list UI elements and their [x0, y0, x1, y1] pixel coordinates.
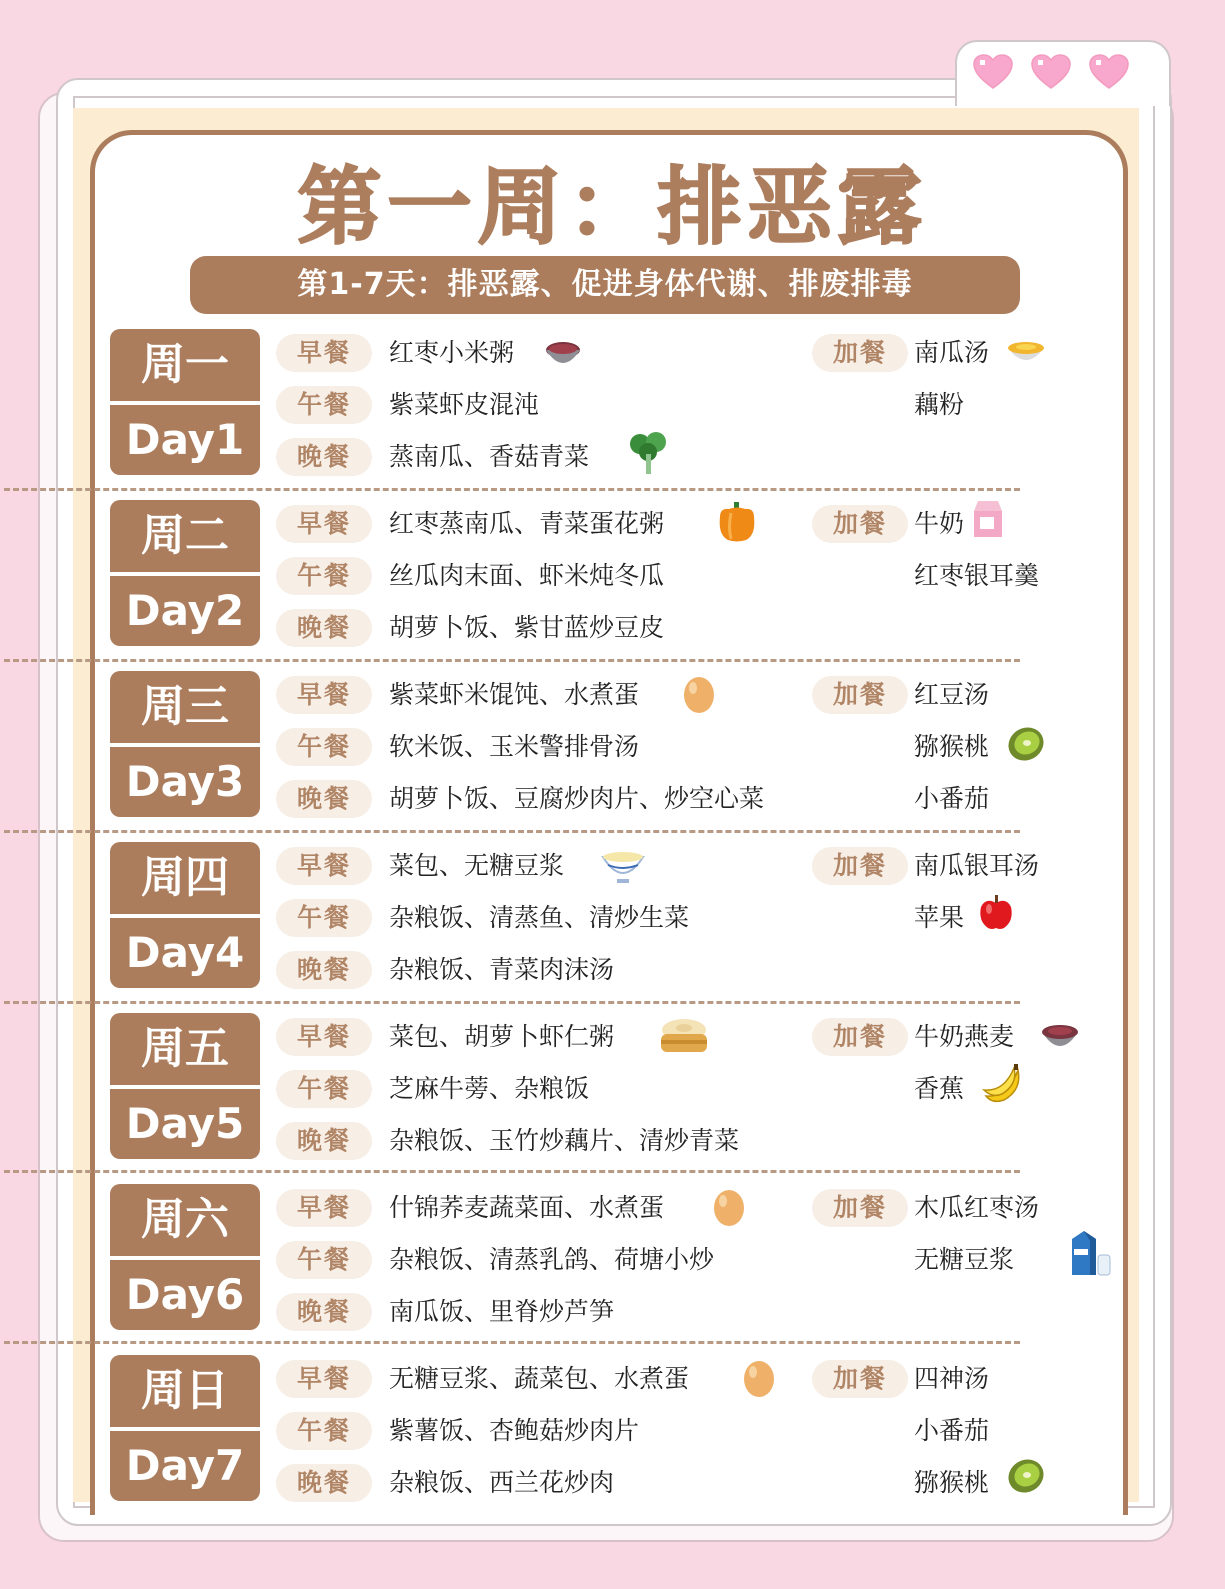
snack-text-3: 猕猴桃 — [914, 1468, 990, 1497]
lunch-tag: 午餐 — [276, 1241, 372, 1279]
snack-text-2: 猕猴桃 — [914, 732, 990, 761]
page-title: 第一周：排恶露 — [297, 158, 928, 256]
day-row-1 — [96, 326, 1116, 496]
lunch-text: 杂粮饭、清蒸乳鸽、荷塘小炒 — [389, 1245, 715, 1274]
day-number-label: Day2 — [125, 586, 245, 635]
soy-milk-carton-icon — [1066, 1229, 1112, 1277]
steamed-bun-basket-icon — [658, 1016, 710, 1058]
snack-tag: 加餐 — [812, 334, 908, 372]
kiwi-icon — [1006, 1456, 1046, 1496]
day-number-label: Day7 — [125, 1441, 245, 1490]
snack-text-2: 藕粉 — [914, 390, 965, 419]
snack-text-1: 红豆汤 — [914, 680, 990, 709]
leafy-greens-icon — [626, 430, 672, 476]
snack-text-2: 小番茄 — [914, 1416, 990, 1445]
breakfast-tag: 早餐 — [276, 505, 372, 543]
day-label-box — [110, 500, 260, 646]
snack-text-1: 四神汤 — [914, 1364, 990, 1393]
lunch-tag: 午餐 — [276, 899, 372, 937]
egg-icon — [742, 1358, 776, 1398]
breakfast-text: 红枣蒸南瓜、青菜蛋花粥 — [389, 509, 665, 538]
heart-icon — [1031, 54, 1071, 90]
day-row-2 — [96, 497, 1116, 667]
breakfast-tag: 早餐 — [276, 847, 372, 885]
day-row-4 — [96, 839, 1116, 1009]
weekday-label: 周二 — [141, 510, 229, 561]
breakfast-tag: 早餐 — [276, 334, 372, 372]
egg-icon — [682, 674, 716, 714]
day-divider — [4, 1001, 1020, 1004]
day-label-box — [110, 1355, 260, 1501]
breakfast-tag: 早餐 — [276, 1360, 372, 1398]
dinner-tag: 晚餐 — [276, 951, 372, 989]
lunch-tag: 午餐 — [276, 728, 372, 766]
banana-icon — [980, 1062, 1024, 1106]
dinner-tag: 晚餐 — [276, 1293, 372, 1331]
breakfast-text: 什锦荞麦蔬菜面、水煮蛋 — [389, 1193, 665, 1222]
lunch-tag: 午餐 — [276, 1412, 372, 1450]
lunch-text: 软米饭、玉米警排骨汤 — [389, 732, 640, 761]
snack-text-1: 牛奶燕麦 — [914, 1022, 1015, 1051]
snack-text-3: 小番茄 — [914, 784, 990, 813]
pumpkin-soup-icon — [1006, 338, 1046, 368]
oat-porridge-icon — [1040, 1020, 1080, 1056]
lunch-text: 杂粮饭、清蒸鱼、清炒生菜 — [389, 903, 690, 932]
weekday-label: 周四 — [141, 852, 229, 903]
snack-text-1: 木瓜红枣汤 — [914, 1193, 1040, 1222]
kiwi-icon — [1006, 724, 1046, 764]
egg-icon — [712, 1187, 746, 1227]
day-row-7 — [96, 1352, 1116, 1522]
snack-text-1: 牛奶 — [914, 509, 965, 538]
weekday-label: 周六 — [141, 1194, 229, 1245]
dinner-tag: 晚餐 — [276, 609, 372, 647]
dinner-text: 杂粮饭、青菜肉沫汤 — [389, 955, 615, 984]
dinner-text: 蒸南瓜、香菇青菜 — [389, 442, 590, 471]
day-row-5 — [96, 1010, 1116, 1180]
day-divider — [4, 1170, 1020, 1173]
day-label-box — [110, 671, 260, 817]
weekday-label: 周一 — [141, 339, 229, 390]
heart-tab — [955, 40, 1171, 106]
breakfast-tag: 早餐 — [276, 1018, 372, 1056]
dinner-tag: 晚餐 — [276, 1122, 372, 1160]
breakfast-text: 菜包、无糖豆浆 — [389, 851, 565, 880]
snack-tag: 加餐 — [812, 676, 908, 714]
dinner-tag: 晚餐 — [276, 438, 372, 476]
breakfast-text: 红枣小米粥 — [389, 338, 515, 367]
dinner-text: 胡萝卜饭、紫甘蓝炒豆皮 — [389, 613, 665, 642]
lunch-text: 紫菜虾皮混沌 — [389, 390, 540, 419]
lunch-tag: 午餐 — [276, 386, 372, 424]
lunch-text: 芝麻牛蒡、杂粮饭 — [389, 1074, 590, 1103]
breakfast-text: 菜包、胡萝卜虾仁粥 — [389, 1022, 615, 1051]
weekday-label: 周三 — [141, 681, 229, 732]
snack-tag: 加餐 — [812, 1360, 908, 1398]
dinner-text: 胡萝卜饭、豆腐炒肉片、炒空心菜 — [389, 784, 765, 813]
day-number-label: Day6 — [125, 1270, 245, 1319]
snack-tag: 加餐 — [812, 1018, 908, 1056]
snack-tag: 加餐 — [812, 847, 908, 885]
snack-text-2: 无糖豆浆 — [914, 1245, 1015, 1274]
heart-icon — [1089, 54, 1129, 90]
lunch-tag: 午餐 — [276, 557, 372, 595]
day-number-label: Day3 — [125, 757, 245, 806]
red-bean-porridge-icon — [544, 336, 582, 372]
day-number-label: Day1 — [125, 415, 245, 464]
subtitle-banner: 第1-7天：排恶露、促进身体代谢、排废排毒 — [190, 256, 1020, 314]
weekday-label: 周五 — [141, 1023, 229, 1074]
milk-carton-icon — [972, 499, 1004, 539]
dinner-text: 杂粮饭、西兰花炒肉 — [389, 1468, 615, 1497]
breakfast-tag: 早餐 — [276, 1189, 372, 1227]
dinner-text: 杂粮饭、玉竹炒藕片、清炒青菜 — [389, 1126, 740, 1155]
day-divider — [4, 488, 1020, 491]
breakfast-tag: 早餐 — [276, 676, 372, 714]
dinner-tag: 晚餐 — [276, 1464, 372, 1502]
lunch-text: 丝瓜肉末面、虾米炖冬瓜 — [389, 561, 665, 590]
snack-text-2: 红枣银耳羹 — [914, 561, 1040, 590]
day-label-box — [110, 1184, 260, 1330]
snack-text-2: 香蕉 — [914, 1074, 965, 1103]
weekday-label: 周日 — [141, 1365, 229, 1416]
lunch-tag: 午餐 — [276, 1070, 372, 1108]
soy-milk-bowl-icon — [600, 849, 646, 885]
apple-icon — [978, 893, 1014, 931]
day-number-label: Day4 — [125, 928, 245, 977]
day-divider — [4, 830, 1020, 833]
breakfast-text: 无糖豆浆、蔬菜包、水煮蛋 — [389, 1364, 690, 1393]
day-label-box — [110, 1013, 260, 1159]
breakfast-text: 紫菜虾米馄饨、水煮蛋 — [389, 680, 640, 709]
day-divider — [4, 1341, 1020, 1344]
day-row-6 — [96, 1181, 1116, 1351]
heart-icon — [973, 54, 1013, 90]
day-label-box — [110, 842, 260, 988]
bell-pepper-icon — [716, 501, 758, 543]
day-number-label: Day5 — [125, 1099, 245, 1148]
snack-text-1: 南瓜汤 — [914, 338, 990, 367]
snack-text-2: 苹果 — [914, 903, 965, 932]
day-label-box — [110, 329, 260, 475]
snack-tag: 加餐 — [812, 1189, 908, 1227]
snack-text-1: 南瓜银耳汤 — [914, 851, 1040, 880]
snack-tag: 加餐 — [812, 505, 908, 543]
day-divider — [4, 659, 1020, 662]
lunch-text: 紫薯饭、杏鲍菇炒肉片 — [389, 1416, 640, 1445]
dinner-text: 南瓜饭、里脊炒芦笋 — [389, 1297, 615, 1326]
day-row-3 — [96, 668, 1116, 838]
dinner-tag: 晚餐 — [276, 780, 372, 818]
